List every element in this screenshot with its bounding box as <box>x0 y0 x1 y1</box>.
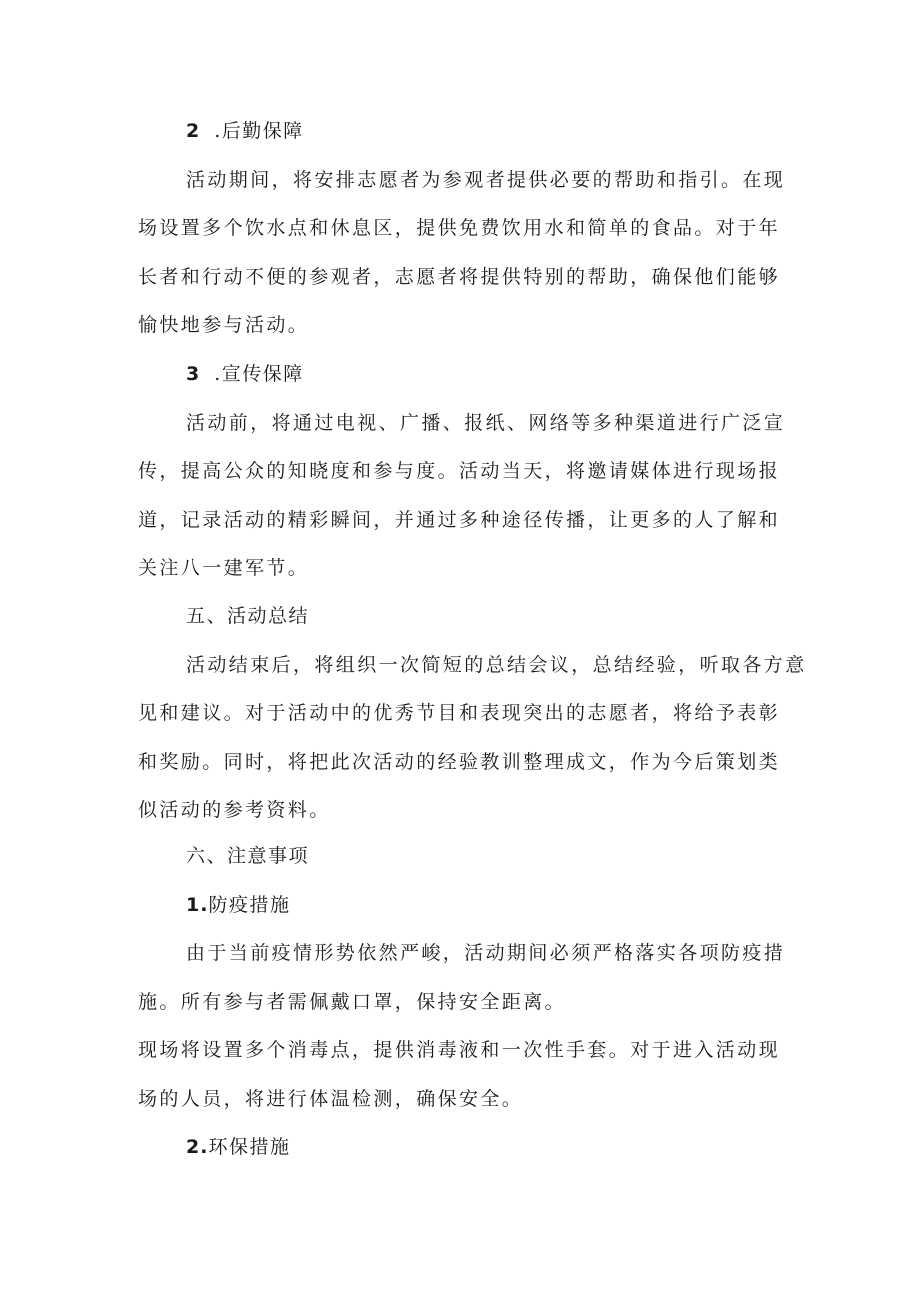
paragraph-line: 活动前，将通过电视、广播、报纸、网络等多种渠道进行广泛宣 <box>186 411 786 434</box>
notes-heading: 六、注意事项 <box>186 845 310 867</box>
logistics-section <box>138 107 790 350</box>
paragraph-line: 似活动的参考资料。 <box>138 799 331 821</box>
environment-heading-title: 环保措施 <box>208 1136 291 1158</box>
paragraph-line: 和奖励。同时，将把此次活动的经验教训整理成文，作为今后策划类 <box>138 750 781 773</box>
logistics-heading-title: .后勤保障 <box>214 120 304 142</box>
publicity-heading-title: .宣传保障 <box>214 363 304 385</box>
logistics-heading-number: 2 <box>186 120 201 142</box>
epidemic-heading-number: 1. <box>186 893 209 916</box>
paragraph-line: 施。所有参与者需佩戴口罩，保持安全距离。 <box>138 990 567 1013</box>
publicity-heading-number: 3 <box>186 363 201 385</box>
paragraph-line: 见和建议。对于活动中的优秀节目和表现突出的志愿者，将给予表彰 <box>138 702 781 724</box>
environment-heading <box>138 1123 790 1172</box>
notes-section <box>138 832 790 1172</box>
paragraph-line: 现场将设置多个消毒点，提供消毒液和一次性手套。对于进入活动现 <box>138 1039 781 1061</box>
publicity-heading <box>138 350 790 399</box>
paragraph-line: 活动结束后，将组织一次简短的总结会议，总结经验，听取各方意 <box>186 653 807 676</box>
paragraph-line: 愉快地参与活动。 <box>138 314 310 336</box>
paragraph-line: 场的人员，将进行体温检测，确保安全。 <box>138 1087 524 1110</box>
logistics-heading <box>138 107 790 156</box>
paragraph-line: 长者和行动不便的参观者，志愿者将提供特别的帮助，确保他们能够 <box>138 265 781 288</box>
paragraph-line: 道，记录活动的精彩瞬间，并通过多种途径传播，让更多的人了解和 <box>138 508 781 531</box>
publicity-section <box>138 350 790 593</box>
summary-section <box>138 592 807 835</box>
paragraph-line: 活动期间，将安排志愿者为参观者提供必要的帮助和指引。在现 <box>186 168 786 191</box>
paragraph-line: 关注八一建军节。 <box>138 557 310 579</box>
epidemic-heading <box>138 881 790 930</box>
paragraph-line: 场设置多个饮水点和休息区，提供免费饮用水和简单的食品。对于年 <box>138 217 781 239</box>
paragraph-line: 由于当前疫情形势依然严峻，活动期间必须严格落实各项防疫措 <box>186 942 786 964</box>
epidemic-heading-title: 防疫措施 <box>208 893 291 916</box>
summary-heading: 五、活动总结 <box>186 605 310 627</box>
environment-heading-number: 2. <box>186 1136 209 1158</box>
paragraph-line: 传，提高公众的知晓度和参与度。活动当天，将邀请媒体进行现场报 <box>138 460 781 482</box>
